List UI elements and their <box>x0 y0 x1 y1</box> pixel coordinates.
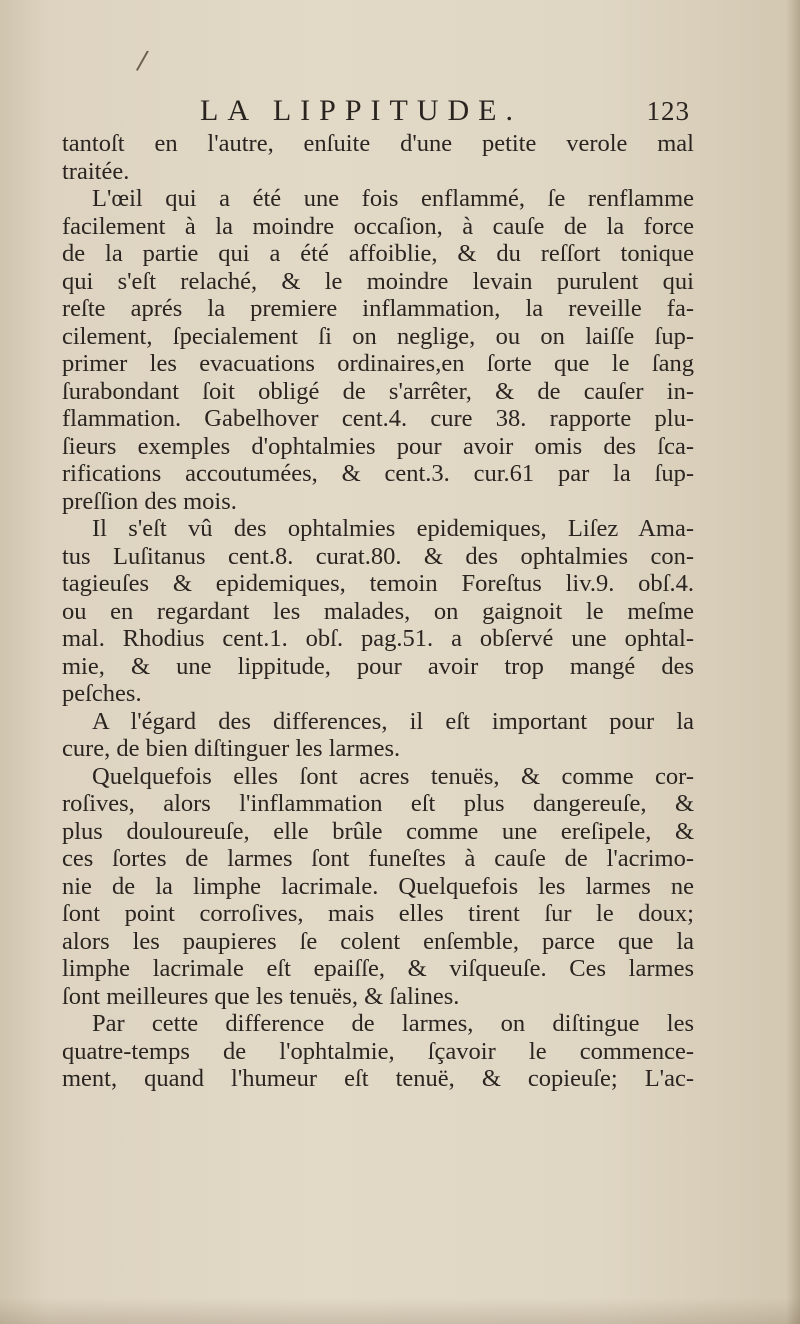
text-line: mie, & une lippitude, pour avoir trop mangé des <box>62 652 694 680</box>
margin-pen-mark: / <box>134 45 150 77</box>
page-edge-shadow <box>786 0 800 1324</box>
text-line: cure, de bien diſtinguer les larmes. <box>62 735 401 762</box>
text-line: ou en regardant les malades, on gaignoit le meſme <box>62 597 694 625</box>
page-number: 123 <box>646 96 690 126</box>
text-line: de la partie qui a été affoiblie, & du reſſort tonique <box>62 240 694 267</box>
text-line: nie de la limphe lacrimale. Quelquefois les larmes ne <box>62 872 694 900</box>
text-line: traitée. <box>62 157 130 185</box>
text-line: peſches. <box>62 680 142 707</box>
text-line: ſont point corroſives, mais elles tirent ſur le doux; <box>62 900 694 927</box>
text-line: quatre-temps de l'ophtalmie, ſçavoir le commence- <box>62 1037 694 1065</box>
text-line: mal. Rhodius cent.1. obſ. pag.51. a obſervé une ophtal- <box>62 625 694 652</box>
text-line: Quelquefois elles ſont acres tenuës, & comme cor- <box>92 762 694 790</box>
text-line: flammation. Gabelhover cent.4. cure 38. rapporte plu- <box>62 405 694 432</box>
text-line: Il s'eſt vû des ophtalmies epidemiques, Liſez Ama- <box>92 515 694 542</box>
text-line: facilement à la moindre occaſion, à cauſe de la force <box>62 212 694 240</box>
running-head-title: LA LIPPITUDE. <box>200 94 522 127</box>
text-line: rifications accoutumées, & cent.3. cur.61 par la ſup- <box>62 460 694 487</box>
text-line: Par cette difference de larmes, on diſtingue les <box>92 1010 694 1037</box>
text-line: reſte aprés la premiere inflammation, la reveille fa- <box>62 295 694 322</box>
text-line: roſives, alors l'inflammation eſt plus dangereuſe, & <box>62 790 694 817</box>
text-line: tantoſt en l'autre, enſuite d'une petite verole mal <box>62 130 694 157</box>
page-bottom-shadow <box>0 1298 800 1324</box>
text-line: ces ſortes de larmes ſont funeſtes à cauſe de l'acrimo- <box>62 845 694 872</box>
running-head <box>200 94 690 134</box>
text-line: primer les evacuations ordinaires,en ſorte que le ſang <box>62 350 694 377</box>
text-line: tus Luſitanus cent.8. curat.80. & des ophtalmies con- <box>62 542 694 570</box>
text-line: qui s'eſt relaché, & le moindre levain purulent qui <box>62 267 694 295</box>
text-line: alors les paupieres ſe colent enſemble, parce que la <box>62 927 694 955</box>
text-line: plus douloureuſe, elle brûle comme une ereſipele, & <box>62 817 694 845</box>
text-line: tagieuſes & epidemiques, temoin Foreſtus liv.9. obſ.4. <box>62 570 694 597</box>
text-line: ment, quand l'humeur eſt tenuë, & copieuſe; L'ac- <box>62 1065 694 1092</box>
text-line: ſurabondant ſoit obligé de s'arrêter, & de cauſer in- <box>62 377 694 405</box>
text-line: L'œil qui a été une fois enflammé, ſe renflamme <box>92 185 694 212</box>
text-line: cilement, ſpecialement ſi on neglige, ou on laiſſe ſup- <box>62 322 694 350</box>
text-line: limphe lacrimale eſt epaiſſe, & viſqueuſe. Ces larmes <box>62 955 694 982</box>
text-line: preſſion des mois. <box>62 487 237 515</box>
text-line: ſieurs exemples d'ophtalmies pour avoir omis des ſca- <box>62 432 694 460</box>
body-text <box>62 130 694 1093</box>
text-line: A l'égard des differences, il eſt important pour la <box>92 707 694 735</box>
text-line: ſont meilleures que les tenuës, & ſalines. <box>62 982 460 1010</box>
